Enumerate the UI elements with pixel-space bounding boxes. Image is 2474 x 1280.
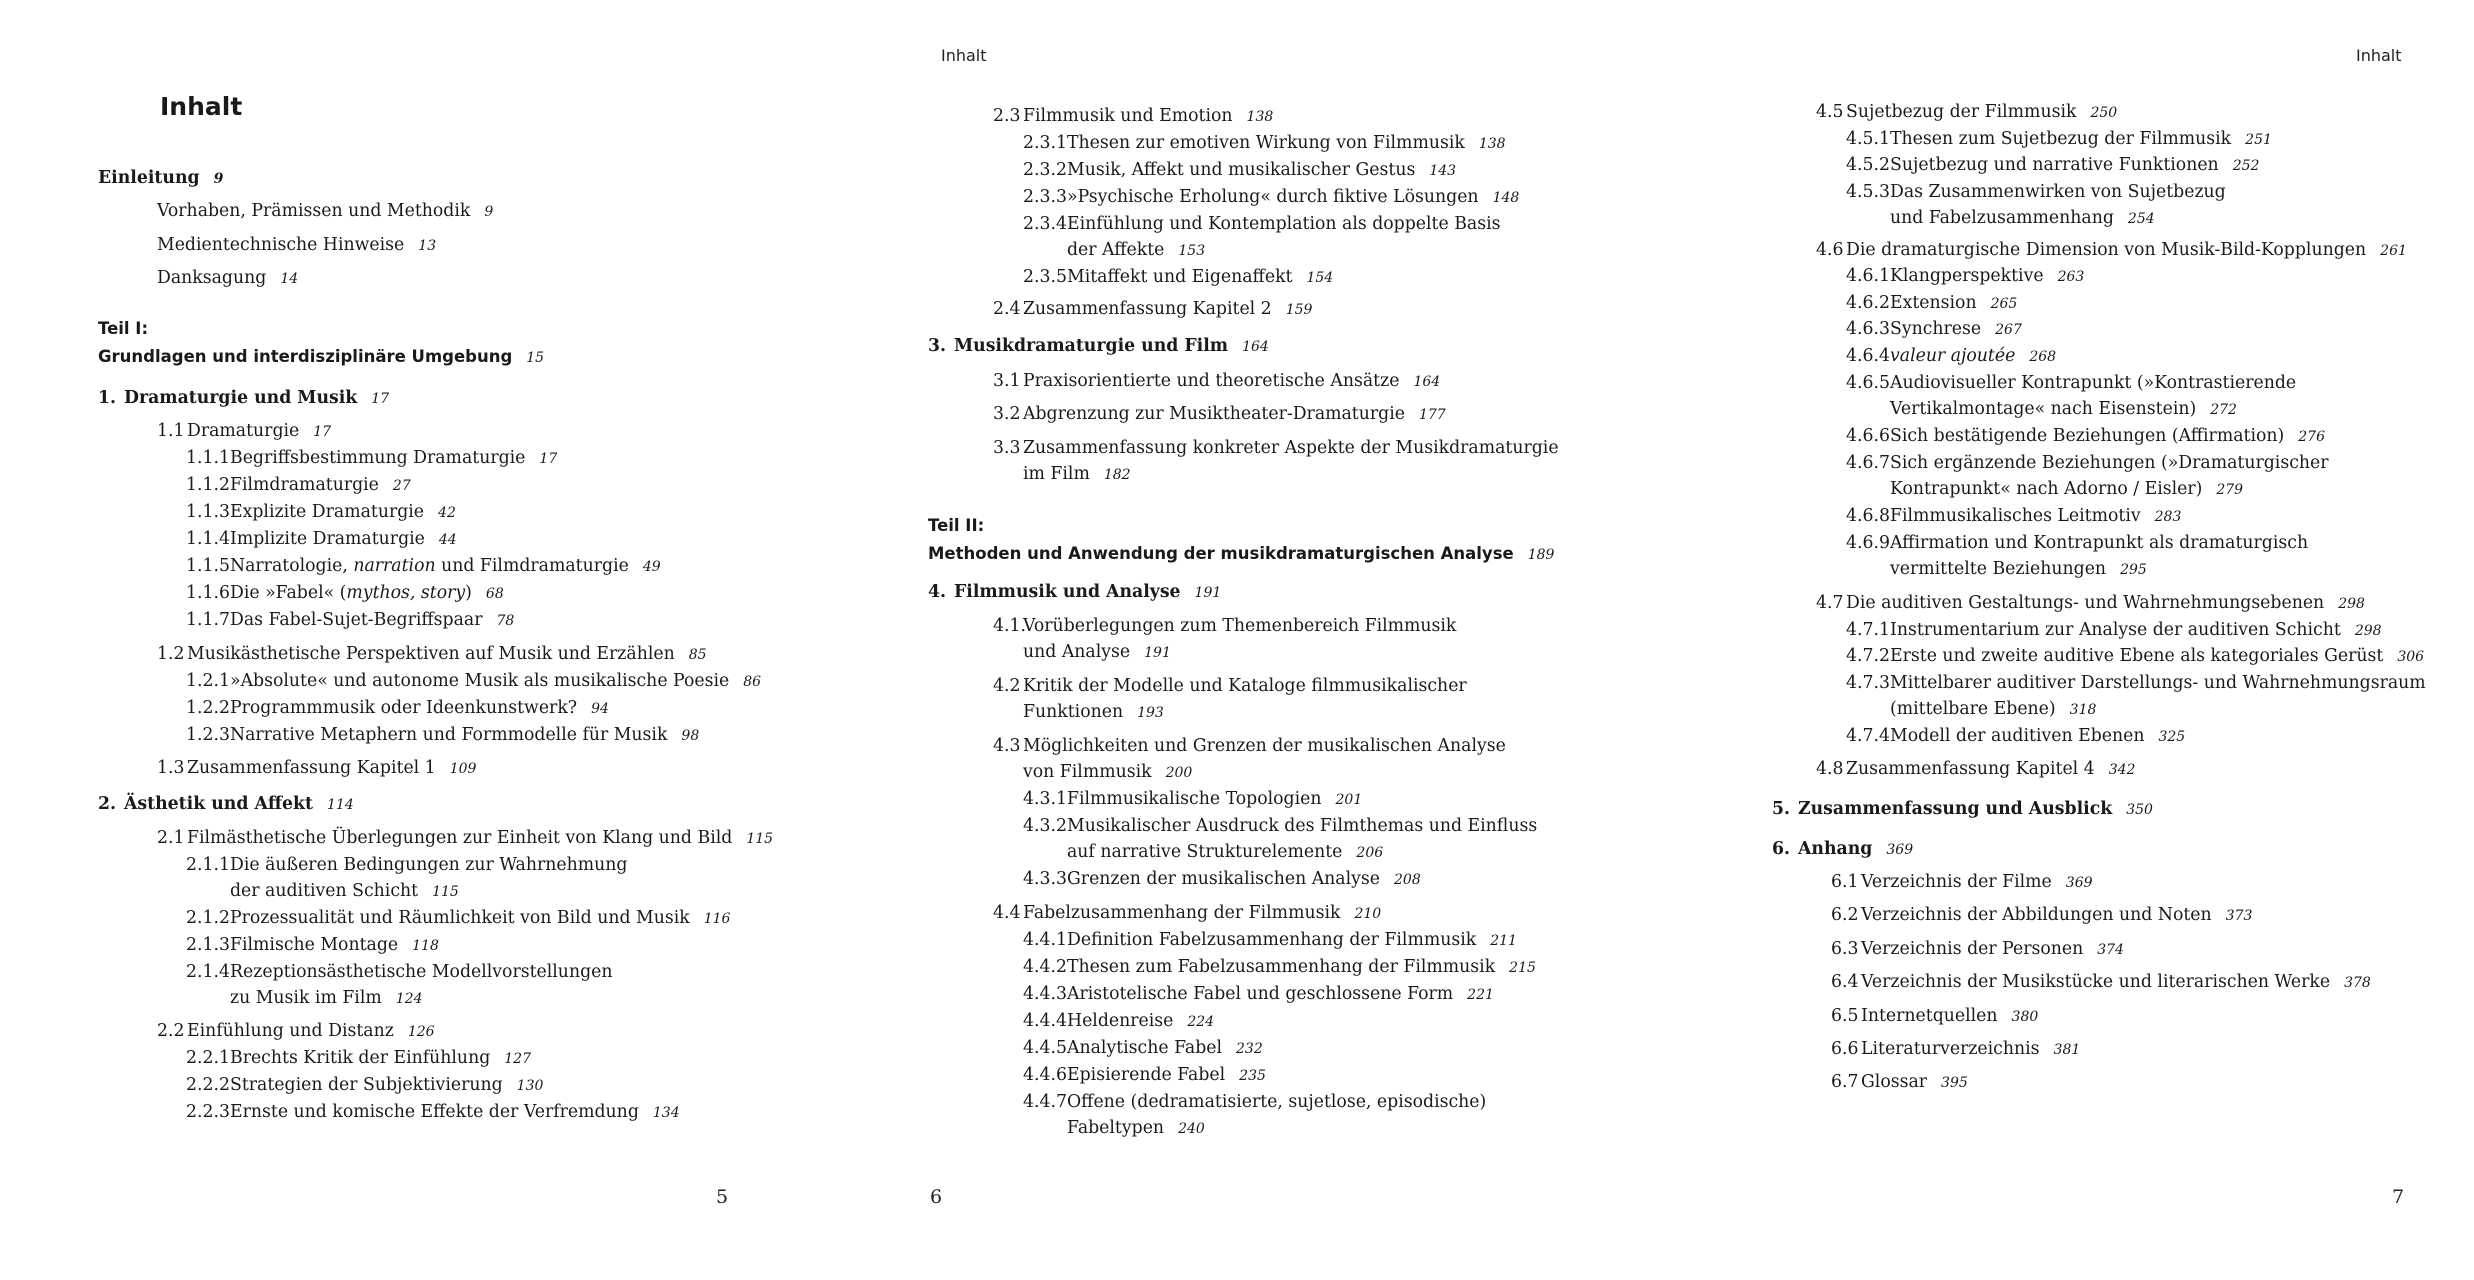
- toc-entry-1-2-1[interactable]: 1.2.1»Absolute« und autonome Musik als musikalische Poesie 86: [186, 671, 762, 691]
- toc-entry-4-5-3-cont[interactable]: und Fabelzusammenhang 254: [1890, 208, 2155, 228]
- toc-entry-1-1-2[interactable]: 1.1.2Filmdramaturgie 27: [186, 475, 411, 495]
- toc-entry-4-3-3[interactable]: 4.3.3Grenzen der musikalischen Analyse 208: [1023, 869, 1421, 889]
- part-1-title[interactable]: Grundlagen und interdisziplinäre Umgebung 15: [98, 347, 545, 366]
- running-head-left: Inhalt: [941, 46, 987, 65]
- toc-entry-1-2-3[interactable]: 1.2.3Narrative Metaphern und Formmodelle für Musik 98: [186, 725, 700, 745]
- toc-entry-4-5[interactable]: 4.5 Sujetbezug der Filmmusik 250: [1816, 102, 2118, 122]
- toc-entry-4-5-3[interactable]: 4.5.3Das Zusammenwirken von Sujetbezug: [1846, 182, 2226, 202]
- toc-entry-4-6-6[interactable]: 4.6.6Sich bestätigende Beziehungen (Affirmation) 276: [1846, 426, 2325, 446]
- toc-entry-4-6-5[interactable]: 4.6.5Audiovisueller Kontrapunkt (»Kontrastierende: [1846, 373, 2297, 393]
- toc-entry-1-1[interactable]: 1.1 Dramaturgie 17: [157, 421, 332, 441]
- toc-entry-2-2-3[interactable]: 2.2.3Ernste und komische Effekte der Verfremdung 134: [186, 1102, 680, 1122]
- toc-entry-4-4-6[interactable]: 4.4.6Episierende Fabel 235: [1023, 1065, 1266, 1085]
- page-5: [0, 0, 825, 1280]
- toc-chapter-1[interactable]: 1. Dramaturgie und Musik 17: [98, 388, 390, 408]
- toc-entry-1-1-5[interactable]: 1.1.5Narratologie, narration und Filmdramaturgie 49: [186, 556, 661, 576]
- toc-heading: Inhalt: [160, 92, 243, 121]
- toc-entry-3-2[interactable]: 3.2 Abgrenzung zur Musiktheater-Dramaturgie 177: [993, 404, 1446, 424]
- toc-entry-3-3[interactable]: 3.3 Zusammenfassung konkreter Aspekte der Musikdramaturgie: [993, 438, 1559, 458]
- toc-entry-dank[interactable]: Danksagung 14: [157, 268, 299, 288]
- toc-entry-2-1-1[interactable]: 2.1.1Die äußeren Bedingungen zur Wahrnehmung: [186, 855, 628, 875]
- toc-entry-2-2[interactable]: 2.2 Einfühlung und Distanz 126: [157, 1021, 435, 1041]
- toc-entry-4-4-5[interactable]: 4.4.5Analytische Fabel 232: [1023, 1038, 1263, 1058]
- toc-entry-2-1-2[interactable]: 2.1.2Prozessualität und Räumlichkeit von Bild und Musik 116: [186, 908, 731, 928]
- toc-entry-6-7[interactable]: 6.7 Glossar 395: [1831, 1072, 1968, 1092]
- toc-entry-6-4[interactable]: 6.4 Verzeichnis der Musikstücke und literarischen Werke 378: [1831, 972, 2371, 992]
- toc-entry-4-7-4[interactable]: 4.7.4Modell der auditiven Ebenen 325: [1846, 726, 2186, 746]
- toc-chapter-6[interactable]: 6. Anhang 369: [1772, 839, 1914, 859]
- toc-entry-2-1[interactable]: 2.1 Filmästhetische Überlegungen zur Einheit von Klang und Bild 115: [157, 828, 774, 848]
- toc-entry-4-6-2[interactable]: 4.6.2Extension 265: [1846, 293, 2018, 313]
- toc-entry-4-2-cont[interactable]: Funktionen 193: [1023, 702, 1164, 722]
- toc-entry-4-6-1[interactable]: 4.6.1Klangperspektive 263: [1846, 266, 2085, 286]
- toc-entry-4-7-3-cont[interactable]: (mittelbare Ebene) 318: [1890, 699, 2097, 719]
- toc-entry-4-6-7[interactable]: 4.6.7Sich ergänzende Beziehungen (»Dramaturgischer: [1846, 453, 2329, 473]
- toc-entry-3-3-cont[interactable]: im Film 182: [1023, 464, 1131, 484]
- toc-entry-4-6-4[interactable]: 4.6.4valeur ajoutée 268: [1846, 346, 2057, 366]
- toc-entry-4-4-4[interactable]: 4.4.4Heldenreise 224: [1023, 1011, 1215, 1031]
- toc-entry-6-6[interactable]: 6.6 Literaturverzeichnis 381: [1831, 1039, 2081, 1059]
- toc-entry-4-7-2[interactable]: 4.7.2Erste und zweite auditive Ebene als kategoriales Gerüst 306: [1846, 646, 2425, 666]
- toc-entry-2-3-5[interactable]: 2.3.5Mitaffekt und Eigenaffekt 154: [1023, 267, 1334, 287]
- toc-entry-2-3[interactable]: 2.3 Filmmusik und Emotion 138: [993, 106, 1274, 126]
- toc-entry-einleitung[interactable]: Einleitung 9: [98, 168, 224, 188]
- toc-entry-4-6-9-cont[interactable]: vermittelte Beziehungen 295: [1890, 559, 2147, 579]
- toc-entry-4-6[interactable]: 4.6 Die dramaturgische Dimension von Musik-Bild-Kopplungen 261: [1816, 240, 2407, 260]
- toc-entry-6-5[interactable]: 6.5 Internetquellen 380: [1831, 1006, 2039, 1026]
- toc-entry-4-3-2[interactable]: 4.3.2Musikalischer Ausdruck des Filmthemas und Einfluss: [1023, 816, 1538, 836]
- toc-entry-1-2-2[interactable]: 1.2.2Programmmusik oder Ideenkunstwerk? 94: [186, 698, 609, 718]
- toc-entry-4-3-1[interactable]: 4.3.1Filmmusikalische Topologien 201: [1023, 789, 1363, 809]
- toc-entry-4-6-5-cont[interactable]: Vertikalmontage« nach Eisenstein) 272: [1890, 399, 2237, 419]
- toc-entry-4-3-2-cont[interactable]: auf narrative Strukturelemente 206: [1067, 842, 1384, 862]
- toc-entry-6-2[interactable]: 6.2 Verzeichnis der Abbildungen und Noten 373: [1831, 905, 2253, 925]
- toc-entry-1-1-7[interactable]: 1.1.7Das Fabel-Sujet-Begriffspaar 78: [186, 610, 515, 630]
- toc-entry-1-1-4[interactable]: 1.1.4Implizite Dramaturgie 44: [186, 529, 457, 549]
- toc-entry-2-1-4-cont[interactable]: zu Musik im Film 124: [230, 988, 423, 1008]
- toc-entry-2-3-3[interactable]: 2.3.3»Psychische Erholung« durch fiktive Lösungen 148: [1023, 187, 1520, 207]
- page-number-7: 7: [2392, 1186, 2405, 1208]
- toc-entry-2-1-1-cont[interactable]: der auditiven Schicht 115: [230, 881, 459, 901]
- toc-entry-medien[interactable]: Medientechnische Hinweise 13: [157, 235, 437, 255]
- toc-chapter-5[interactable]: 5. Zusammenfassung und Ausblick 350: [1772, 799, 2153, 819]
- toc-entry-1-1-1[interactable]: 1.1.1Begriffsbestimmung Dramaturgie 17: [186, 448, 558, 468]
- toc-entry-1-1-3[interactable]: 1.1.3Explizite Dramaturgie 42: [186, 502, 456, 522]
- toc-entry-4-7[interactable]: 4.7 Die auditiven Gestaltungs- und Wahrnehmungsebenen 298: [1816, 593, 2365, 613]
- page-7: [1650, 0, 2474, 1280]
- toc-entry-4-7-3[interactable]: 4.7.3Mittelbarer auditiver Darstellungs- und Wahrnehmungsraum: [1846, 673, 2426, 693]
- toc-entry-4-7-1[interactable]: 4.7.1Instrumentarium zur Analyse der auditiven Schicht 298: [1846, 620, 2382, 640]
- toc-entry-4-4-2[interactable]: 4.4.2Thesen zum Fabelzusammenhang der Filmmusik 215: [1023, 957, 1536, 977]
- toc-entry-2-1-4[interactable]: 2.1.4Rezeptionsästhetische Modellvorstellungen: [186, 962, 613, 982]
- toc-entry-4-6-7-cont[interactable]: Kontrapunkt« nach Adorno / Eisler) 279: [1890, 479, 2244, 499]
- running-head-right: Inhalt: [2356, 46, 2402, 65]
- toc-entry-4-6-8[interactable]: 4.6.8Filmmusikalisches Leitmotiv 283: [1846, 506, 2182, 526]
- toc-entry-1-1-6[interactable]: 1.1.6Die »Fabel« (mythos, story) 68: [186, 583, 504, 603]
- page-number-5: 5: [716, 1186, 729, 1208]
- toc-entry-vorhaben[interactable]: Vorhaben, Prämissen und Methodik 9: [157, 201, 494, 221]
- toc-entry-2-3-4[interactable]: 2.3.4Einfühlung und Kontemplation als doppelte Basis: [1023, 214, 1501, 234]
- toc-entry-2-2-1[interactable]: 2.2.1Brechts Kritik der Einfühlung 127: [186, 1048, 531, 1068]
- toc-entry-4-4-1[interactable]: 4.4.1Definition Fabelzusammenhang der Filmmusik 211: [1023, 930, 1517, 950]
- toc-entry-4-4-7[interactable]: 4.4.7Offene (dedramatisierte, sujetlose, episodische): [1023, 1092, 1487, 1112]
- toc-entry-6-3[interactable]: 6.3 Verzeichnis der Personen 374: [1831, 939, 2124, 959]
- part-2-title[interactable]: Methoden und Anwendung der musikdramaturgischen Analyse 189: [928, 544, 1555, 563]
- toc-entry-4-4-7-cont[interactable]: Fabeltypen 240: [1067, 1118, 1205, 1138]
- toc-entry-2-2-2[interactable]: 2.2.2Strategien der Subjektivierung 130: [186, 1075, 544, 1095]
- toc-entry-4-6-9[interactable]: 4.6.9Affirmation und Kontrapunkt als dramaturgisch: [1846, 533, 2309, 553]
- toc-entry-4-2[interactable]: 4.2 Kritik der Modelle und Kataloge filmmusikalischer: [993, 676, 1467, 696]
- toc-chapter-2[interactable]: 2. Ästhetik und Affekt 114: [98, 794, 354, 814]
- toc-entry-4-4[interactable]: 4.4 Fabelzusammenhang der Filmmusik 210: [993, 903, 1382, 923]
- toc-entry-6-1[interactable]: 6.1 Verzeichnis der Filme 369: [1831, 872, 2093, 892]
- toc-entry-2-3-1[interactable]: 2.3.1Thesen zur emotiven Wirkung von Filmmusik 138: [1023, 133, 1506, 153]
- toc-entry-4-5-1[interactable]: 4.5.1Thesen zum Sujetbezug der Filmmusik 251: [1846, 129, 2272, 149]
- part-2-label: Teil II:: [928, 516, 985, 535]
- toc-entry-2-4[interactable]: 2.4 Zusammenfassung Kapitel 2 159: [993, 299, 1313, 319]
- toc-entry-4-1-cont[interactable]: und Analyse 191: [1023, 642, 1171, 662]
- toc-chapter-3[interactable]: 3. Musikdramaturgie und Film 164: [928, 336, 1269, 356]
- page-6: [825, 0, 1650, 1280]
- toc-entry-2-3-4-cont[interactable]: der Affekte 153: [1067, 240, 1206, 260]
- page-number-6: 6: [930, 1186, 943, 1208]
- toc-entry-3-1[interactable]: 3.1 Praxisorientierte und theoretische Ansätze 164: [993, 371, 1441, 391]
- toc-entry-4-1[interactable]: 4.1.Vorüberlegungen zum Themenbereich Filmmusik: [993, 616, 1457, 636]
- toc-entry-4-8[interactable]: 4.8 Zusammenfassung Kapitel 4 342: [1816, 759, 2136, 779]
- toc-entry-4-3[interactable]: 4.3 Möglichkeiten und Grenzen der musikalischen Analyse: [993, 736, 1506, 756]
- part-1-label: Teil I:: [98, 319, 149, 338]
- toc-entry-4-6-3[interactable]: 4.6.3Synchrese 267: [1846, 319, 2022, 339]
- toc-entry-4-4-3[interactable]: 4.4.3Aristotelische Fabel und geschlossene Form 221: [1023, 984, 1494, 1004]
- toc-entry-2-1-3[interactable]: 2.1.3Filmische Montage 118: [186, 935, 439, 955]
- toc-chapter-4[interactable]: 4. Filmmusik und Analyse 191: [928, 582, 1222, 602]
- toc-entry-2-3-2[interactable]: 2.3.2Musik, Affekt und musikalischer Gestus 143: [1023, 160, 1457, 180]
- toc-entry-1-2[interactable]: 1.2 Musikästhetische Perspektiven auf Musik und Erzählen 85: [157, 644, 707, 664]
- toc-entry-4-3-cont[interactable]: von Filmmusik 200: [1023, 762, 1193, 782]
- toc-entry-4-5-2[interactable]: 4.5.2Sujetbezug und narrative Funktionen 252: [1846, 155, 2260, 175]
- toc-entry-1-3[interactable]: 1.3 Zusammenfassung Kapitel 1 109: [157, 758, 477, 778]
